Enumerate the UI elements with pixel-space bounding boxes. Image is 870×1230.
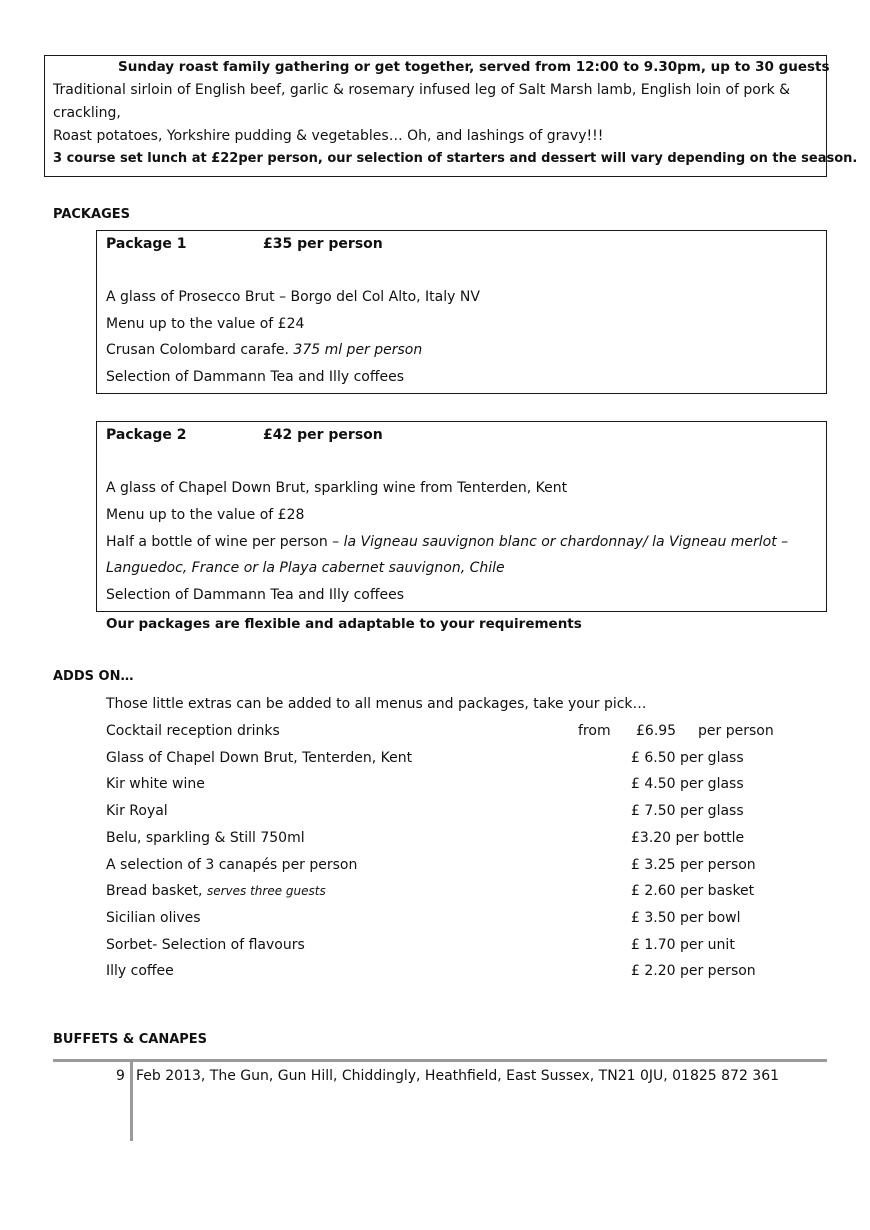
- footer-vertical-rule: [130, 1062, 133, 1141]
- addon-name: Cocktail reception drinks: [106, 723, 280, 739]
- package-2-item-3-cont: Languedoc, France or la Playa cabernet sauvignon, Chile: [106, 560, 505, 576]
- sunday-roast-line-1b: crackling,: [53, 105, 121, 121]
- addon-name: A selection of 3 canapés per person: [106, 857, 358, 873]
- addon-name: Glass of Chapel Down Brut, Tenterden, Kent: [106, 750, 413, 766]
- package-1-price: £35 per person: [263, 236, 383, 252]
- package-1-item-2: Menu up to the value of £24: [106, 316, 305, 332]
- addon-price: £ 7.50 per glass: [631, 803, 744, 819]
- package-1-item-3-text: Crusan Colombard carafe.: [106, 342, 294, 358]
- package-1-item-1: A glass of Prosecco Brut – Borgo del Col Alto, Italy NV: [106, 289, 480, 305]
- sunday-roast-heading: Sunday roast family gathering or get together, served from 12:00 to 9.30pm, up to 30 guests: [118, 59, 830, 75]
- package-1-item-3: [106, 342, 422, 358]
- addon-price: £ 2.60 per basket: [631, 883, 755, 899]
- addon-price: £ 3.50 per bowl: [631, 910, 741, 926]
- packages-note: Our packages are flexible and adaptable to your requirements: [106, 616, 582, 632]
- addon-price: £6.95: [636, 723, 677, 739]
- package-1-name: Package 1: [106, 236, 187, 252]
- addon-price: £ 6.50 per glass: [631, 750, 744, 766]
- addon-name-text: Bread basket,: [106, 883, 207, 899]
- footer-page-number: 9: [116, 1068, 125, 1084]
- footer-rule: [53, 1059, 827, 1062]
- packages-title: PACKAGES: [53, 207, 130, 222]
- addons-intro: Those little extras can be added to all menus and packages, take your pick…: [106, 696, 647, 712]
- package-2-item-1: A glass of Chapel Down Brut, sparkling wine from Tenterden, Kent: [106, 480, 568, 496]
- sunday-roast-line-1: Traditional sirloin of English beef, garlic & rosemary infused leg of Salt Marsh lamb, English loin of pork &: [53, 82, 791, 98]
- package-1-item-4: Selection of Dammann Tea and Illy coffees: [106, 369, 404, 385]
- addon-name-note: serves three guests: [206, 884, 326, 898]
- package-1-item-3-volume: 375 ml per person: [293, 342, 423, 358]
- sunday-roast-line-2: Roast potatoes, Yorkshire pudding & vegetables… Oh, and lashings of gravy!!!: [53, 128, 604, 144]
- addon-price: £ 3.25 per person: [631, 857, 756, 873]
- package-2-price: £42 per person: [263, 427, 383, 443]
- addon-price: £3.20 per bottle: [631, 830, 745, 846]
- addon-name: Illy coffee: [106, 963, 174, 979]
- addon-name: Belu, sparkling & Still 750ml: [106, 830, 305, 846]
- package-2-item-3-wines: la Vigneau sauvignon blanc or chardonnay/ la Vigneau merlot –: [343, 534, 789, 550]
- sunday-roast-line-3: 3 course set lunch at £22per person, our selection of starters and dessert will vary depending on the season.: [53, 151, 858, 166]
- package-2-item-4: Selection of Dammann Tea and Illy coffees: [106, 587, 404, 603]
- addon-price: £ 4.50 per glass: [631, 776, 744, 792]
- addon-name: Sorbet- Selection of flavours: [106, 937, 305, 953]
- addon-name: [106, 883, 326, 899]
- addon-from: from: [578, 723, 611, 739]
- package-2-item-3: [106, 534, 788, 550]
- package-2-item-3-text: Half a bottle of wine per person –: [106, 534, 344, 550]
- addon-name: Kir white wine: [106, 776, 205, 792]
- addons-title: ADDS ON…: [53, 669, 134, 684]
- package-2-item-2: Menu up to the value of £28: [106, 507, 305, 523]
- buffets-title: BUFFETS & CANAPES: [53, 1032, 208, 1047]
- addon-name: Kir Royal: [106, 803, 168, 819]
- package-2-name: Package 2: [106, 427, 187, 443]
- addon-unit: per person: [698, 723, 774, 739]
- addon-price: £ 2.20 per person: [631, 963, 756, 979]
- addon-price: £ 1.70 per unit: [631, 937, 735, 953]
- footer-address: Feb 2013, The Gun, Gun Hill, Chiddingly, Heathfield, East Sussex, TN21 0JU, 01825 872 361: [136, 1068, 780, 1084]
- addon-name: Sicilian olives: [106, 910, 201, 926]
